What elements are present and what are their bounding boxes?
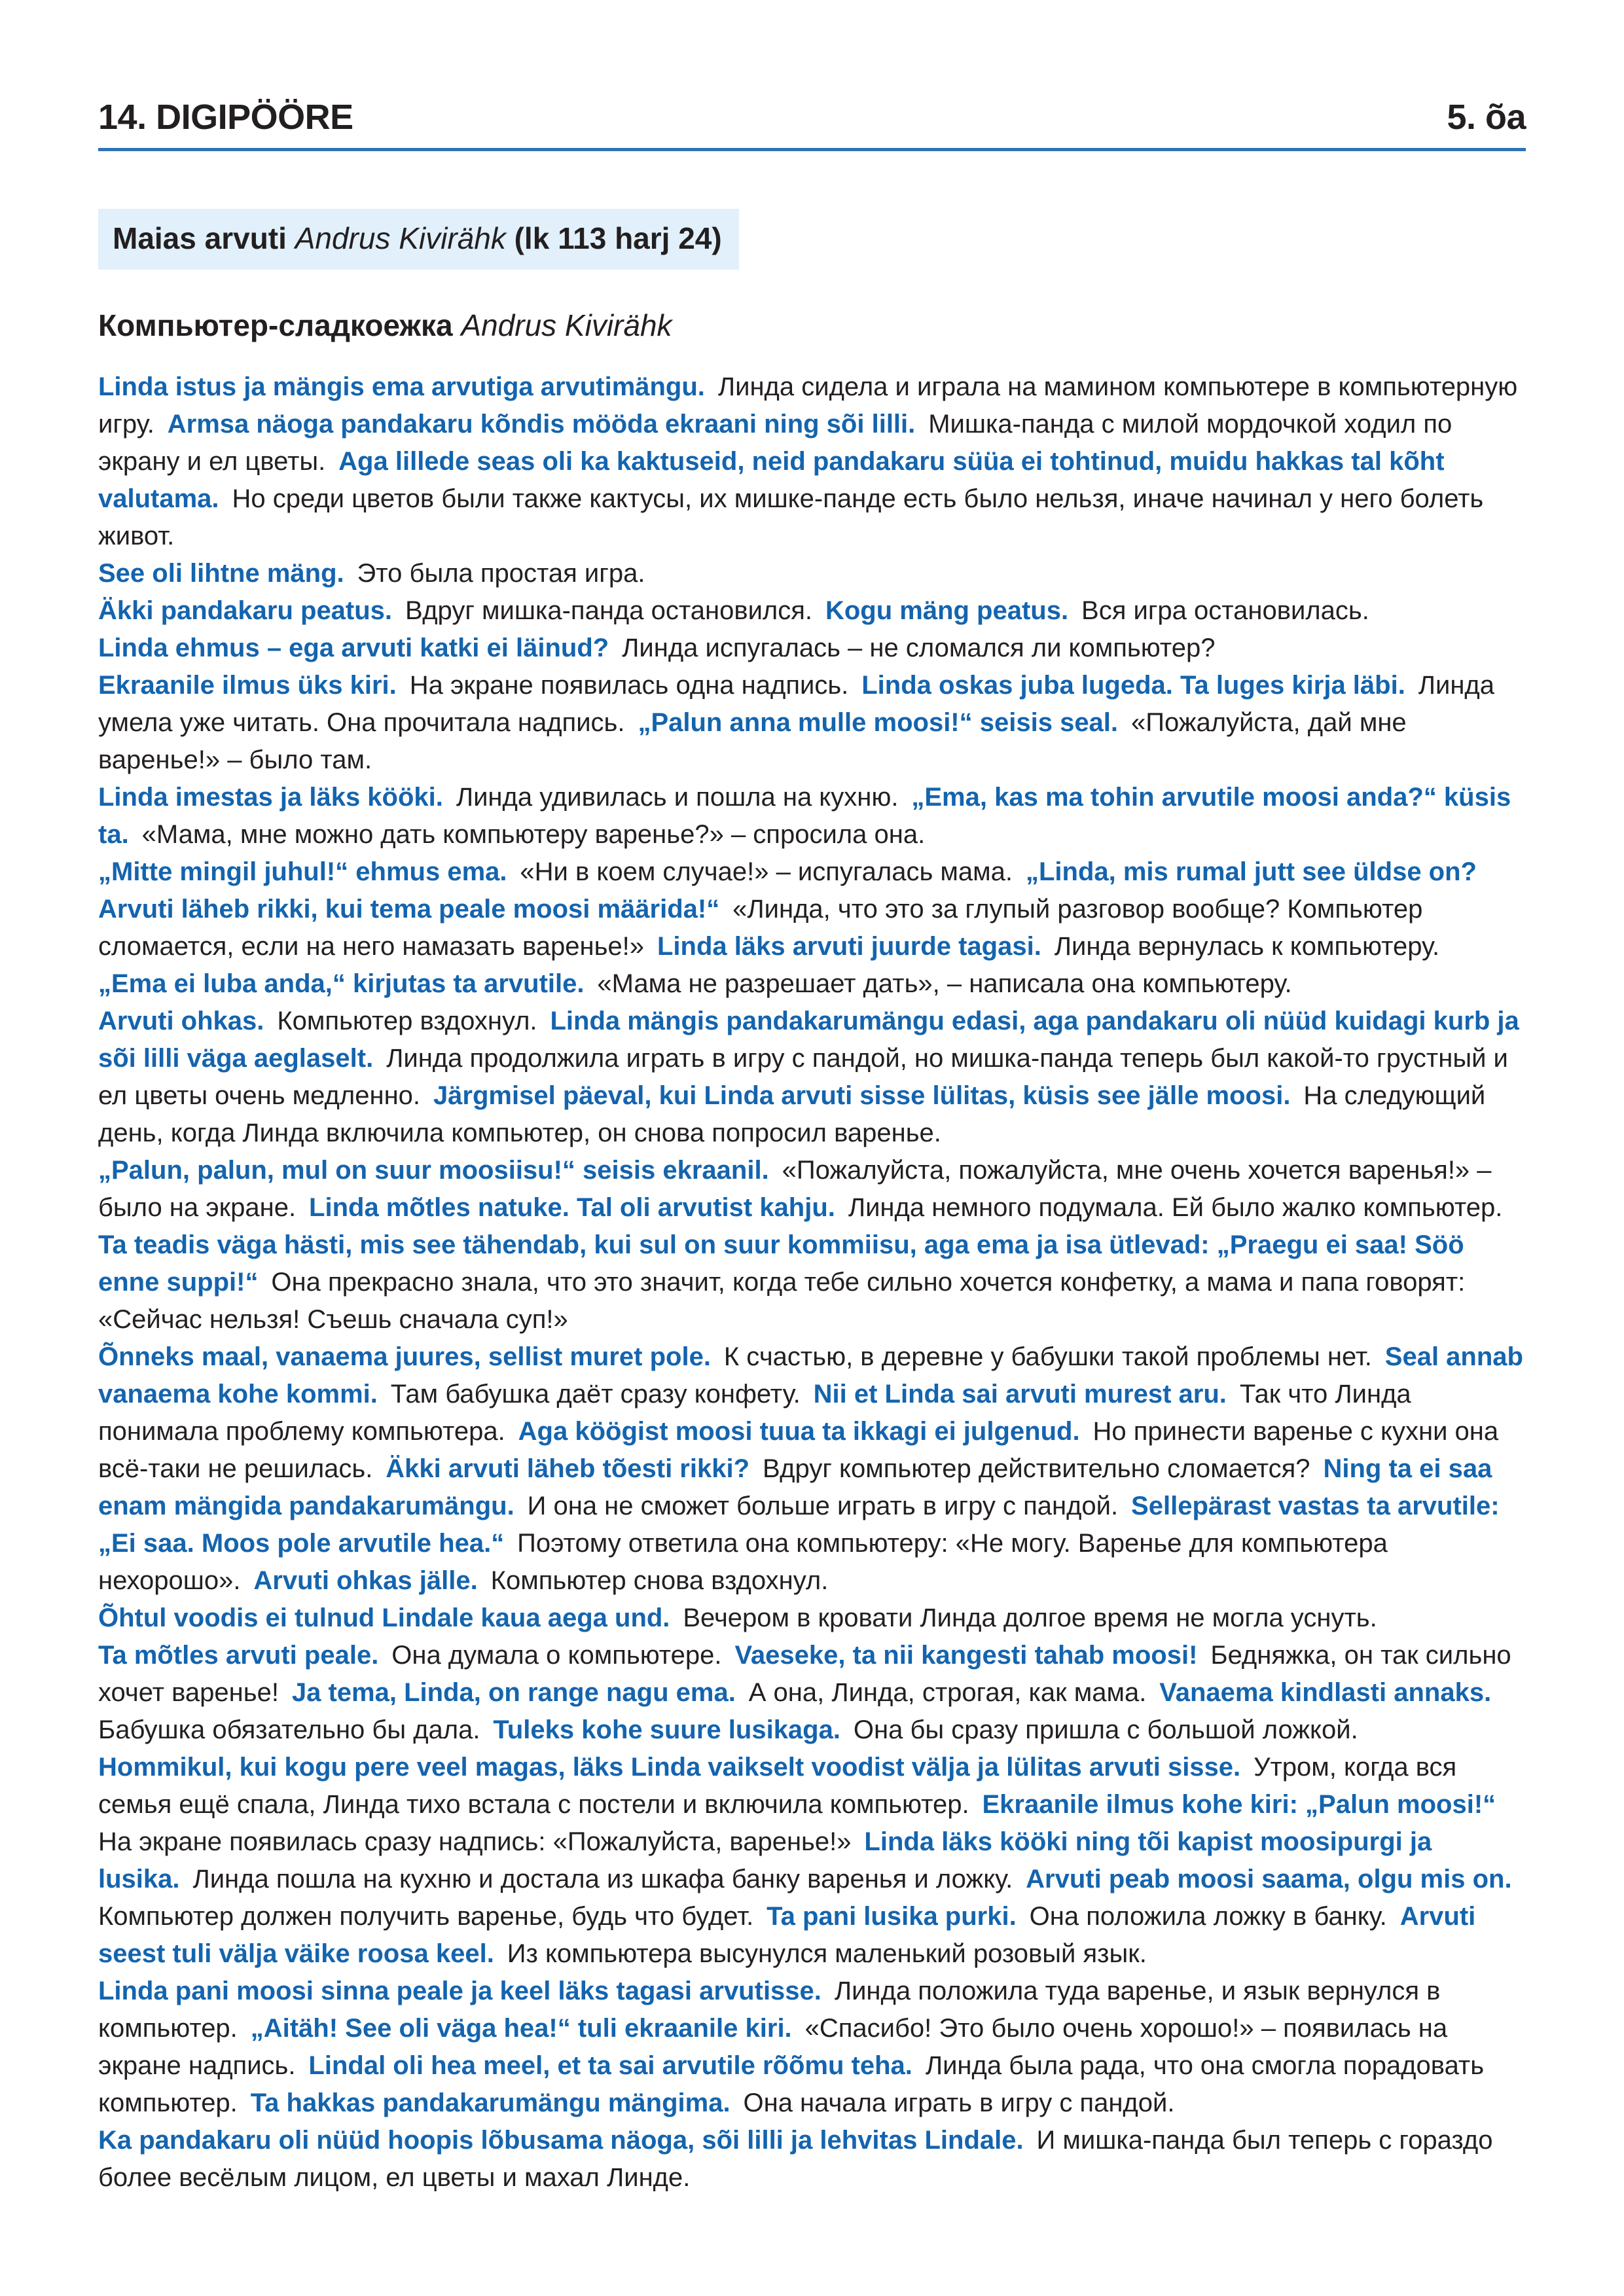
paragraph <box>98 1152 1526 1338</box>
segment-ru: Бедняжка, он так сильно хочет варенье! <box>98 1641 1511 1708</box>
exercise-title <box>98 209 739 270</box>
exercise-title-reference: (lk 113 harj 24) <box>514 221 722 255</box>
segment-et: „Aitäh! See oli väga hea!“ tuli ekraanile kiri. <box>250 2014 792 2043</box>
paragraph <box>98 630 1526 667</box>
segment-ru: Линда продолжила играть в игру с пандой, но мишка-панда теперь был какой-то грустный и ел цветы очень медленно. <box>98 1044 1508 1111</box>
segment-ru: Она думала о компьютере. <box>391 1641 722 1670</box>
chapter-title: 14. DIGIPÖÖRE <box>98 98 353 137</box>
paragraph <box>98 555 1526 592</box>
segment-et: Vaeseke, ta nii kangesti tahab moosi! <box>734 1641 1198 1670</box>
segment-ru: «Пожалуйста, дай мне варенье!» – было там. <box>98 708 1407 775</box>
segment-et: Ta pani lusika purki. <box>767 1902 1017 1931</box>
segment-et: Linda istus ja mängis ema arvutiga arvutimängu. <box>98 372 705 402</box>
segment-et: Linda mängis pandakarumängu edasi, aga pandakaru oli nüüd kuidagi kurb ja sõi lilli väga aeglaselt. <box>98 1007 1519 1073</box>
segment-ru: Вся игра остановилась. <box>1081 596 1369 626</box>
segment-ru: «Спасибо! Это было очень хорошо!» – появилась на экране надпись. <box>98 2014 1448 2081</box>
segment-ru: К счастью, в деревне у бабушки такой проблемы нет. <box>723 1342 1372 1372</box>
segment-ru: Мишка-панда с милой мордочкой ходил по экрану и ел цветы. <box>98 410 1453 476</box>
paragraph <box>98 1973 1526 2122</box>
segment-ru: Вдруг компьютер действительно сломается? <box>762 1454 1310 1484</box>
segment-ru: Линда испугалась – не сломался ли компьютер? <box>622 634 1216 663</box>
segment-et: See oli lihtne mäng. <box>98 559 344 588</box>
segment-ru: Линда положила туда варенье, и язык вернулся в компьютер. <box>98 1977 1441 2043</box>
segment-et: Ka pandakaru oli nüüd hoopis lõbusama näoga, sõi lilli ja lehvitas Lindale. <box>98 2126 1024 2155</box>
segment-et: Linda imestas ja läks kööki. <box>98 783 443 812</box>
paragraph <box>98 1338 1526 1600</box>
segment-ru: Компьютер вздохнул. <box>277 1007 537 1036</box>
segment-et: Arvuti ohkas. <box>98 1007 264 1036</box>
segment-et: Ja tema, Linda, on range nagu ema. <box>291 1678 736 1708</box>
segment-ru: Поэтому ответила она компьютеру: «Не могу. Варенье для компьютера нехорошо». <box>98 1529 1388 1596</box>
segment-ru: Но принести варенье с кухни она всё-таки не решилась. <box>98 1417 1499 1484</box>
segment-et: Linda läks arvuti juurde tagasi. <box>657 932 1041 961</box>
segment-et: Lindal oli hea meel, et ta sai arvutile rõõmu teha. <box>308 2051 912 2081</box>
segment-ru: На экране появилась сразу надпись: «Пожалуйста, варенье!» <box>98 1827 852 1857</box>
segment-et: Seal annab vanaema kohe kommi. <box>98 1342 1523 1409</box>
segment-ru: Она бы сразу пришла с большой ложкой. <box>853 1715 1358 1745</box>
segment-ru: На экране появилась одна надпись. <box>409 671 849 700</box>
segment-ru: Это была простая игра. <box>357 559 645 588</box>
paragraph <box>98 2122 1526 2197</box>
paragraph <box>98 1637 1526 1749</box>
segment-et: Linda ehmus – ega arvuti katki ei läinud? <box>98 634 609 663</box>
segment-ru: Утром, когда вся семья ещё спала, Линда тихо встала с постели и включила компьютер. <box>98 1753 1457 1820</box>
segment-et: Tuleks kohe suure lusikaga. <box>493 1715 840 1745</box>
segment-et: Õnneks maal, vanaema juures, sellist muret pole. <box>98 1342 711 1372</box>
segment-ru: Линда удивилась и пошла на кухню. <box>456 783 899 812</box>
segment-ru: И она не сможет больше играть в игру с пандой. <box>527 1492 1119 1521</box>
segment-ru: «Линда, что это за глупый разговор вообще? Компьютер сломается, если на него намазать варенье!» <box>98 895 1423 961</box>
segment-et: „Ema, kas ma tohin arvutile moosi anda?“ küsis ta. <box>98 783 1511 850</box>
segment-ru: На следующий день, когда Линда включила компьютер, он снова попросил варенье. <box>98 1081 1486 1148</box>
segment-et: Armsa näoga pandakaru kõndis mööda ekraani ning sõi lilli. <box>167 410 916 439</box>
segment-ru: «Мама, мне можно дать компьютеру варенье?» – спросила она. <box>141 820 926 850</box>
segment-et: Nii et Linda sai arvuti murest aru. <box>813 1380 1227 1409</box>
segment-ru: Она прекрасно знала, что это значит, когда тебе сильно хочется конфетку, а мама и папа говорят: «Сейчас нельзя! Съешь сначала суп!» <box>98 1268 1466 1335</box>
segment-et: Linda oskas juba lugeda. Ta luges kirja läbi. <box>861 671 1405 700</box>
segment-et: Sellepärast vastas ta arvutile: „Ei saa. Moos pole arvutile hea.“ <box>98 1492 1500 1558</box>
segment-et: Aga lillede seas oli ka kaktuseid, neid pandakaru süüa ei tohtinud, muidu hakkas tal kõht valutama. <box>98 447 1445 514</box>
paragraph <box>98 1749 1526 1973</box>
story-title-text: Компьютер-сладкоежка <box>98 308 453 343</box>
paragraph <box>98 779 1526 853</box>
segment-ru: Так что Линда понимала проблему компьютера. <box>98 1380 1411 1446</box>
segment-et: „Ema ei luba anda,“ kirjutas ta arvutile. <box>98 969 585 999</box>
paragraph <box>98 1003 1526 1152</box>
segment-et: Ta teadis väga hästi, mis see tähendab, kui sul on suur kommiisu, aga ema ja isa ütlevad: „Praegu ei saa! Söö enne suppi!“ <box>98 1230 1464 1297</box>
segment-et: Õhtul voodis ei tulnud Lindale kaua aega und. <box>98 1604 670 1633</box>
segment-et: Äkki arvuti läheb tõesti rikki? <box>386 1454 750 1484</box>
story-title <box>98 308 1526 344</box>
segment-ru: «Ни в коем случае!» – испугалась мама. <box>520 857 1013 887</box>
segment-ru: И мишка-панда был теперь с гораздо более весёлым лицом, ел цветы и махал Линде. <box>98 2126 1493 2193</box>
paragraph <box>98 368 1526 555</box>
exercise-title-text: Maias arvuti <box>113 221 287 255</box>
segment-ru: Линда немного подумала. Ей было жалко компьютер. <box>848 1193 1503 1223</box>
segment-et: Linda mõtles natuke. Tal oli arvutist kahju. <box>309 1193 835 1223</box>
segment-et: Ekraanile ilmus kohe kiri: „Palun moosi!“ <box>982 1790 1496 1820</box>
grade-label: 5. õa <box>1447 98 1526 137</box>
segment-et: Hommikul, kui kogu pere veel magas, läks Linda vaikselt voodist välja ja lülitas arvuti sisse. <box>98 1753 1241 1782</box>
segment-et: Arvuti ohkas jälle. <box>253 1566 478 1596</box>
segment-ru: Но среди цветов были также кактусы, их мишке-панде есть было нельзя, иначе начинал у него болеть живот. <box>98 484 1484 551</box>
segment-et: „Palun anna mulle moosi!“ seisis seal. <box>638 708 1119 738</box>
segment-et: „Linda, mis rumal jutt see üldse on? Arvuti läheb rikki, kui tema peale moosi määrida!“ <box>98 857 1477 924</box>
segment-ru: «Пожалуйста, пожалуйста, мне очень хочется варенья!» – было на экране. <box>98 1156 1492 1223</box>
segment-et: Äkki pandakaru peatus. <box>98 596 393 626</box>
segment-ru: Вдруг мишка-панда остановился. <box>405 596 813 626</box>
paragraph <box>98 592 1526 630</box>
page-header <box>98 97 1526 137</box>
paragraph <box>98 853 1526 965</box>
segment-et: Arvuti peab moosi saama, olgu mis on. <box>1026 1865 1512 1894</box>
segment-ru: Линда умела уже читать. Она прочитала надпись. <box>98 671 1495 738</box>
segment-ru: Компьютер снова вздохнул. <box>490 1566 829 1596</box>
segment-ru: Линда пошла на кухню и достала из шкафа банку варенья и ложку. <box>192 1865 1013 1894</box>
paragraph <box>98 667 1526 779</box>
paragraph <box>98 965 1526 1003</box>
segment-ru: Из компьютера высунулся маленький розовый язык. <box>507 1939 1147 1969</box>
segment-et: Ekraanile ilmus üks kiri. <box>98 671 397 700</box>
segment-et: Linda pani moosi sinna peale ja keel läks tagasi arvutisse. <box>98 1977 821 2006</box>
segment-et: „Mitte mingil juhul!“ ehmus ema. <box>98 857 507 887</box>
segment-et: Linda läks kööki ning tõi kapist moosipurgi ja lusika. <box>98 1827 1432 1894</box>
story-text <box>98 368 1526 2197</box>
segment-et: Vanaema kindlasti annaks. <box>1159 1678 1492 1708</box>
segment-ru: Линда сидела и играла на мамином компьютере в компьютерную игру. <box>98 372 1518 439</box>
segment-ru: Линда была рада, что она смогла порадовать компьютер. <box>98 2051 1485 2118</box>
segment-et: Järgmisel päeval, kui Linda arvuti sisse lülitas, küsis see jälle moosi. <box>433 1081 1291 1111</box>
segment-ru: Вечером в кровати Линда долгое время не могла уснуть. <box>683 1604 1377 1633</box>
exercise-title-author: Andrus Kivirähk <box>295 221 506 255</box>
segment-ru: Бабушка обязательно бы дала. <box>98 1715 480 1745</box>
story-title-author: Andrus Kivirähk <box>461 308 672 343</box>
segment-ru: Компьютер должен получить варенье, будь что будет. <box>98 1902 754 1931</box>
segment-et: Ta hakkas pandakarumängu mängima. <box>250 2089 731 2118</box>
segment-et: Aga köögist moosi tuua ta ikkagi ei julgenud. <box>518 1417 1080 1446</box>
paragraph <box>98 1600 1526 1637</box>
segment-et: Ta mõtles arvuti peale. <box>98 1641 379 1670</box>
segment-ru: Она начала играть в игру с пандой. <box>743 2089 1175 2118</box>
segment-ru: «Мама не разрешает дать», – написала она компьютеру. <box>597 969 1292 999</box>
segment-et: Arvuti seest tuli välja väike roosa keel. <box>98 1902 1476 1969</box>
segment-ru: Там бабушка даёт сразу конфету. <box>390 1380 801 1409</box>
segment-ru: Линда вернулась к компьютеру. <box>1054 932 1440 961</box>
segment-et: „Palun, palun, mul on suur moosiisu!“ seisis ekraanil. <box>98 1156 769 1185</box>
segment-ru: Она положила ложку в банку. <box>1029 1902 1387 1931</box>
segment-et: Ning ta ei saa enam mängida pandakarumängu. <box>98 1454 1492 1521</box>
segment-et: Kogu mäng peatus. <box>825 596 1069 626</box>
segment-ru: А она, Линда, строгая, как мама. <box>748 1678 1147 1708</box>
